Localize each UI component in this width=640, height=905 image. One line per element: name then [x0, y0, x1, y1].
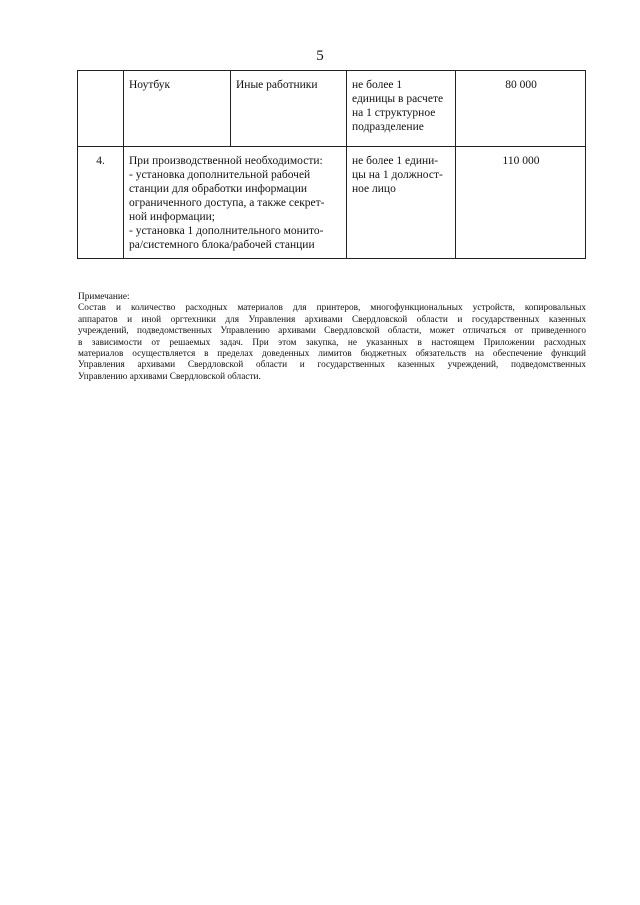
item-name-line: - установка дополнительной рабочей: [129, 169, 311, 181]
note-line: учреждений, подведомственных Управлению архивами Свердловской области, может отличаться от приведенного: [78, 326, 586, 337]
note-title: Примечание:: [78, 292, 130, 302]
item-name-cell: [124, 147, 347, 259]
note-line: материалов осуществляется в пределах доведенных лимитов бюджетных обязательств на обеспечение функций: [78, 349, 586, 360]
item-name-line: ной информации;: [129, 211, 215, 223]
note-line: в зависимости от решаемых задач. При этом закупка, не указанных в настоящем Приложении расходных: [78, 337, 586, 348]
quantity-line: единицы в расчете: [352, 93, 444, 105]
row-number-cell: 4.: [78, 147, 124, 259]
page-number: 5: [316, 48, 324, 64]
quantity-line: цы на 1 должност-: [352, 169, 443, 181]
expense-norms-table: [77, 70, 586, 259]
item-name-line: ра/системного блока/рабочей станции: [129, 239, 315, 251]
quantity-line: не более 1 едини-: [352, 155, 439, 167]
quantity-line: не более 1: [352, 79, 403, 91]
item-name-line: ограниченного доступа, а также секрет-: [129, 197, 325, 209]
item-name-cell: [124, 71, 231, 147]
row-number-cell: [78, 71, 124, 147]
employee-category-cell: [231, 71, 347, 147]
quantity-cell: [347, 71, 456, 147]
price-cell: 80 000: [456, 71, 586, 147]
quantity-cell: [347, 147, 456, 259]
quantity-line: на 1 структурное: [352, 107, 436, 119]
quantity-line: ное лицо: [352, 183, 396, 195]
employee-category-line: Иные работники: [236, 79, 318, 91]
note-line: Управления архивами Свердловской области и государственных казенных учреждений, подведомственных: [78, 360, 586, 371]
item-name-line: При производственной необходимости:: [129, 155, 323, 167]
note-block: [78, 292, 586, 383]
note-line: аппаратов и иной оргтехники для Управления архивами Свердловской области и государственных казенных: [78, 314, 586, 325]
note-line: Управлению архивами Свердловской области.: [78, 371, 261, 382]
table-row: [78, 71, 586, 147]
item-name-line: - установка 1 дополнительного монито-: [129, 225, 324, 237]
price-cell: 110 000: [456, 147, 586, 259]
item-name-line: станции для обработки информации: [129, 183, 308, 195]
quantity-line: подразделение: [352, 121, 424, 133]
note-line: Состав и количество расходных материалов для принтеров, многофункциональных устройств, копировальных: [78, 303, 586, 314]
item-name-line: Ноутбук: [129, 79, 171, 91]
table-row: [78, 147, 586, 259]
